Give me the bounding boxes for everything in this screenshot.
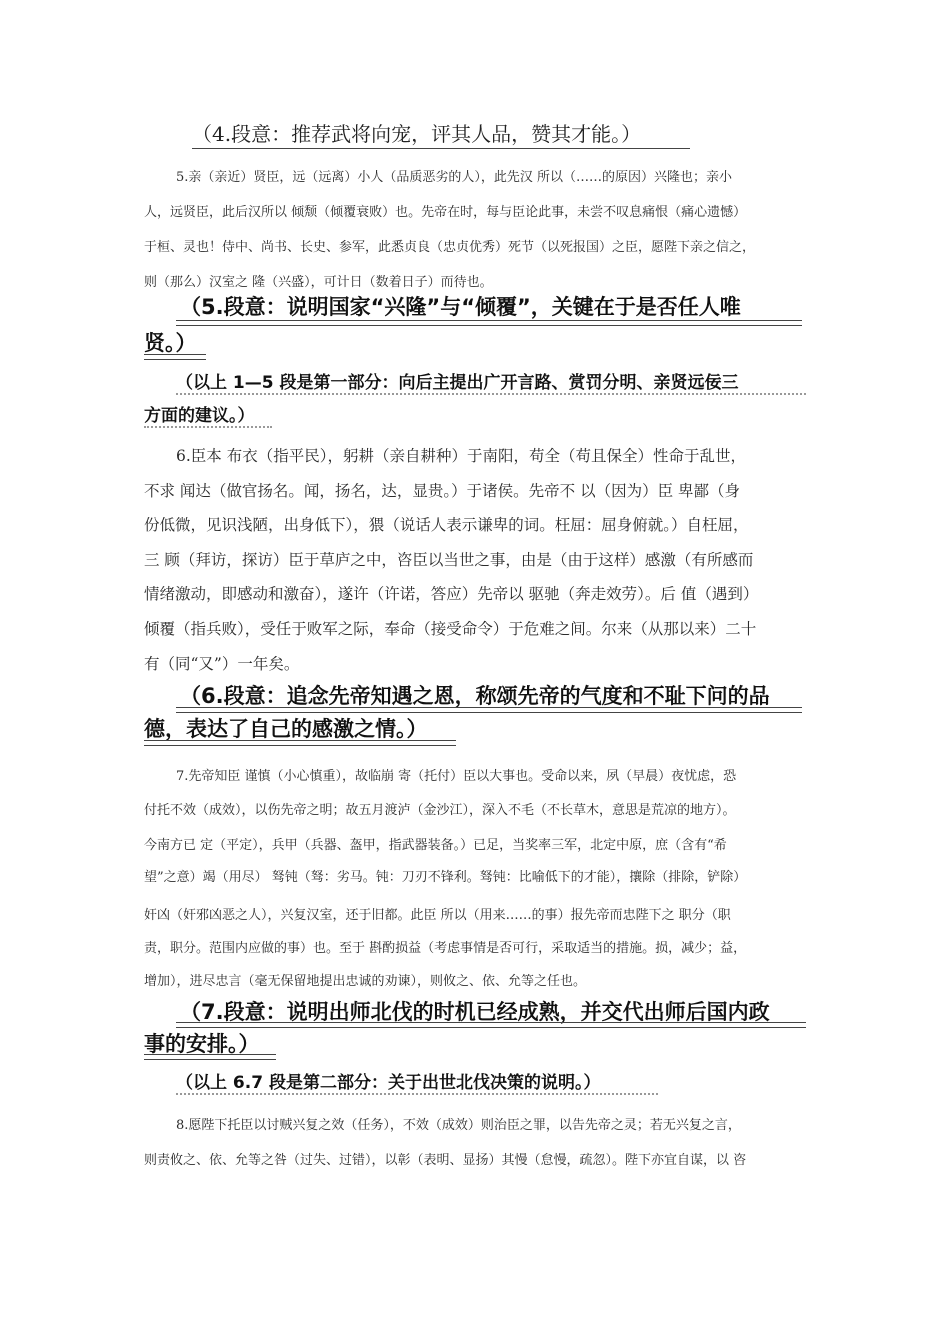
para8-line2: 则责攸之、依、允等之咎（过失、过错），以彰（表明、显扬）其慢（怠慢，疏忽）。陛下亦宜自谋，以 咨 — [144, 1153, 747, 1168]
para7-line5: 奸凶（奸邪凶恶之人），兴复汉室，还于旧都。此臣 所以（用来……的事）报先帝而忠陛下之 职分（职 — [144, 908, 731, 923]
para5-summary-line2: 贤。） — [144, 331, 197, 355]
para7-line3: 今南方已 定（平定），兵甲（兵器、盔甲，指武器装备。）已足，当奖率三军，北定中原，庶（含有“希 — [144, 838, 727, 853]
para5-summary-rule1 — [176, 320, 802, 326]
para4-summary: （4.段意：推荐武将向宠，评其人品，赞其才能。） — [192, 122, 642, 146]
para7-summary-rule2 — [144, 1054, 276, 1060]
para7-summary-line1: （7.段意：说明出师北伐的时机已经成熟，并交代出师后国内政 — [180, 1000, 770, 1024]
part1-summary-line1: （以上 1—5 段是第一部分：向后主提出广开言路、赏罚分明、亲贤远佞三 — [176, 373, 739, 393]
para7-line1: 7.先帝知臣 谨慎（小心慎重），故临崩 寄（托付）臣以大事也。受命以来，夙（早晨）夜忧虑，恐 — [176, 769, 737, 784]
para5-line4: 则（那么）汉室之 隆（兴盛），可计日（数着日子）而待也。 — [144, 275, 493, 290]
para7-line6: 责，职分。范围内应做的事）也。至于 斟酌损益（考虑事情是否可行，采取适当的措施。损，减少；益， — [144, 941, 747, 956]
para5-summary-rule2 — [144, 354, 206, 360]
para6-summary-line1: （6.段意：追念先帝知遇之恩，称颂先帝的气度和不耻下问的品 — [180, 684, 770, 708]
para6-line6: 倾覆（指兵败），受任于败军之际，奉命（接受命令）于危难之间。尔来（从那以来）二十 — [144, 620, 757, 638]
para7-summary-line2: 事的安排。） — [144, 1032, 260, 1056]
para6-summary-line2: 德，表达了自己的感激之情。） — [144, 717, 428, 741]
para8-line1: 8.愿陛下托臣以讨贼兴复之效（任务），不效（成效）则治臣之罪，以告先帝之灵；若无兴复之言， — [176, 1118, 741, 1133]
para6-line2: 不求 闻达（做官扬名。闻，扬名，达，显贵。）于诸侯。先帝不 以（因为）臣 卑鄙（身 — [144, 482, 741, 500]
part1-summary-rule1 — [176, 393, 806, 398]
para6-line1: 6.臣本 布衣（指平民），躬耕（亲自耕种）于南阳，苟全（苟且保全）性命于乱世， — [176, 447, 746, 465]
para6-line3: 份低微，见识浅陋，出身低下），猥（说话人表示谦卑的词。枉屈：屈身俯就。）自枉屈， — [144, 516, 749, 534]
part1-summary-rule2 — [144, 426, 272, 431]
part2-summary-rule — [176, 1093, 658, 1098]
part2-summary: （以上 6.7 段是第二部分：关于出世北伐决策的说明。） — [176, 1073, 601, 1093]
para5-line1: 5.亲（亲近）贤臣，远（远离）小人（品质恶劣的人），此先汉 所以（……的原因）兴隆也；亲小 — [176, 170, 733, 185]
para6-summary-rule2 — [144, 740, 456, 746]
para7-line7: 增加），进尽忠言（毫无保留地提出忠诚的劝谏），则攸之、依、允等之任也。 — [144, 974, 587, 989]
para7-summary-rule1 — [176, 1022, 806, 1028]
para7-line4: 望”之意）竭（用尽） 驽钝（驽：劣马。钝：刀刃不锋利。驽钝：比喻低下的才能），攘除（排除，铲除） — [144, 870, 747, 885]
para5-line2: 人，远贤臣，此后汉所以 倾颓（倾覆衰败）也。先帝在时，每与臣论此事，未尝不叹息痛恨（痛心遗憾） — [144, 205, 747, 220]
para6-line7: 有（同“又”）一年矣。 — [144, 655, 300, 673]
para7-line2: 付托不效（成效），以伤先帝之明；故五月渡泸（金沙江），深入不毛（不长草木，意思是荒凉的地方）。 — [144, 803, 736, 818]
para4-summary-underline — [192, 148, 690, 149]
part1-summary-line2: 方面的建议。） — [144, 406, 255, 426]
para6-line4: 三 顾（拜访，探访）臣于草庐之中，咨臣以当世之事，由是（由于这样）感激（有所感而 — [144, 551, 754, 569]
para5-line3: 于桓、灵也！侍中、尚书、长史、参军，此悉贞良（忠贞优秀）死节（以死报国）之臣，愿陛下亲之信之， — [144, 240, 756, 255]
para6-line5: 情绪激动，即感动和激奋），遂许（许诺，答应）先帝以 驱驰（奔走效劳）。后 值（遇到） — [144, 585, 759, 603]
para5-summary-line1: （5.段意：说明国家“兴隆”与“倾覆”，关键在于是否任人唯 — [180, 295, 741, 319]
